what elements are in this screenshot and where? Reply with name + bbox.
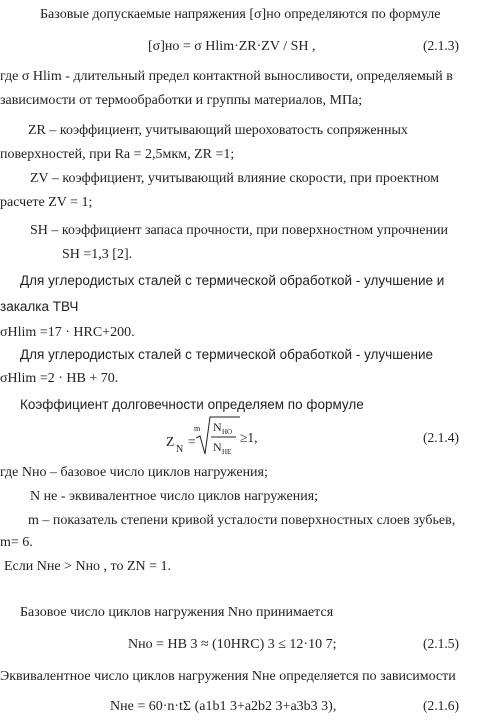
text-line: Если Nне > Nно , то ZN = 1.: [4, 559, 172, 574]
formula-eq: =: [188, 434, 196, 449]
formula-ge: ≥1,: [240, 430, 258, 445]
text-line: N не - эквивалентное число циклов нагружения;: [30, 489, 319, 504]
text-line: поверхностей, при Ra = 2,5мкм, ZR =1;: [0, 147, 235, 162]
frac-den: N: [213, 440, 222, 454]
text-line: ZV – коэффициент, учитывающий влияние скорости, при проектном: [30, 171, 440, 186]
text-line: m= 6.: [0, 535, 33, 550]
formula-number: (2.1.4): [423, 430, 459, 445]
text-line: зависимости от термообработки и группы материалов, МПа;: [0, 93, 363, 108]
text-line: расчете ZV = 1;: [0, 195, 93, 210]
formula-2-1-3: [σ]но = σ Hlim·ZR·ZV / SH ,: [148, 39, 316, 54]
text-line: m – показатель степени кривой усталости поверхностных слоев зубьев,: [28, 513, 456, 528]
text-line: σHlim =17 · HRC+200.: [0, 325, 135, 340]
frac-den-sub: HE: [222, 448, 232, 456]
formula-2-1-6: Nне = 60·n·tΣ (a1b1 3+a2b2 3+a3b3 3),: [110, 699, 337, 714]
text-line: Коэффициент долговечности определяем по формуле: [20, 397, 364, 412]
formula-z-sub: N: [176, 444, 184, 455]
frac-num-sub: HO: [222, 428, 233, 436]
text-line: Эквивалентное число циклов нагружения Nне определяется по зависимости: [0, 669, 456, 684]
text-line: ZR – коэффициент, учитывающий шероховатость сопряженных: [28, 123, 408, 138]
root-index: m: [194, 424, 201, 433]
text-line: Для углеродистых сталей с термической обработкой - улучшение: [20, 347, 434, 362]
text-line: Базовое число циклов нагружения Nно принимается: [20, 605, 334, 620]
text-line: закалка ТВЧ: [0, 299, 79, 314]
formula-number: (2.1.3): [423, 38, 459, 53]
text-line: SH =1,3 [2].: [62, 247, 133, 262]
text-line: где σ Hlim - длительный предел контактной выносливости, определяемый в: [0, 69, 453, 84]
frac-num: N: [213, 420, 222, 434]
formula-2-1-5: Nно = HB 3 ≈ (10HRC) 3 ≤ 12·10 7;: [128, 637, 337, 652]
formula-number: (2.1.6): [423, 698, 459, 713]
text-line: SH – коэффициент запаса прочности, при поверхностном упрочнении: [30, 223, 448, 238]
text-line: σHlim =2 · HB + 70.: [0, 371, 119, 386]
formula-z: Z: [166, 434, 175, 449]
text-line: Для углеродистых сталей с термической обработкой - улучшение и: [20, 273, 445, 288]
intro-line: Базовые допускаемые напряжения [σ]но определяются по формуле: [40, 7, 441, 22]
formula-number: (2.1.5): [423, 636, 459, 651]
text-line: где Nно – базовое число циклов нагружения;: [0, 465, 268, 480]
